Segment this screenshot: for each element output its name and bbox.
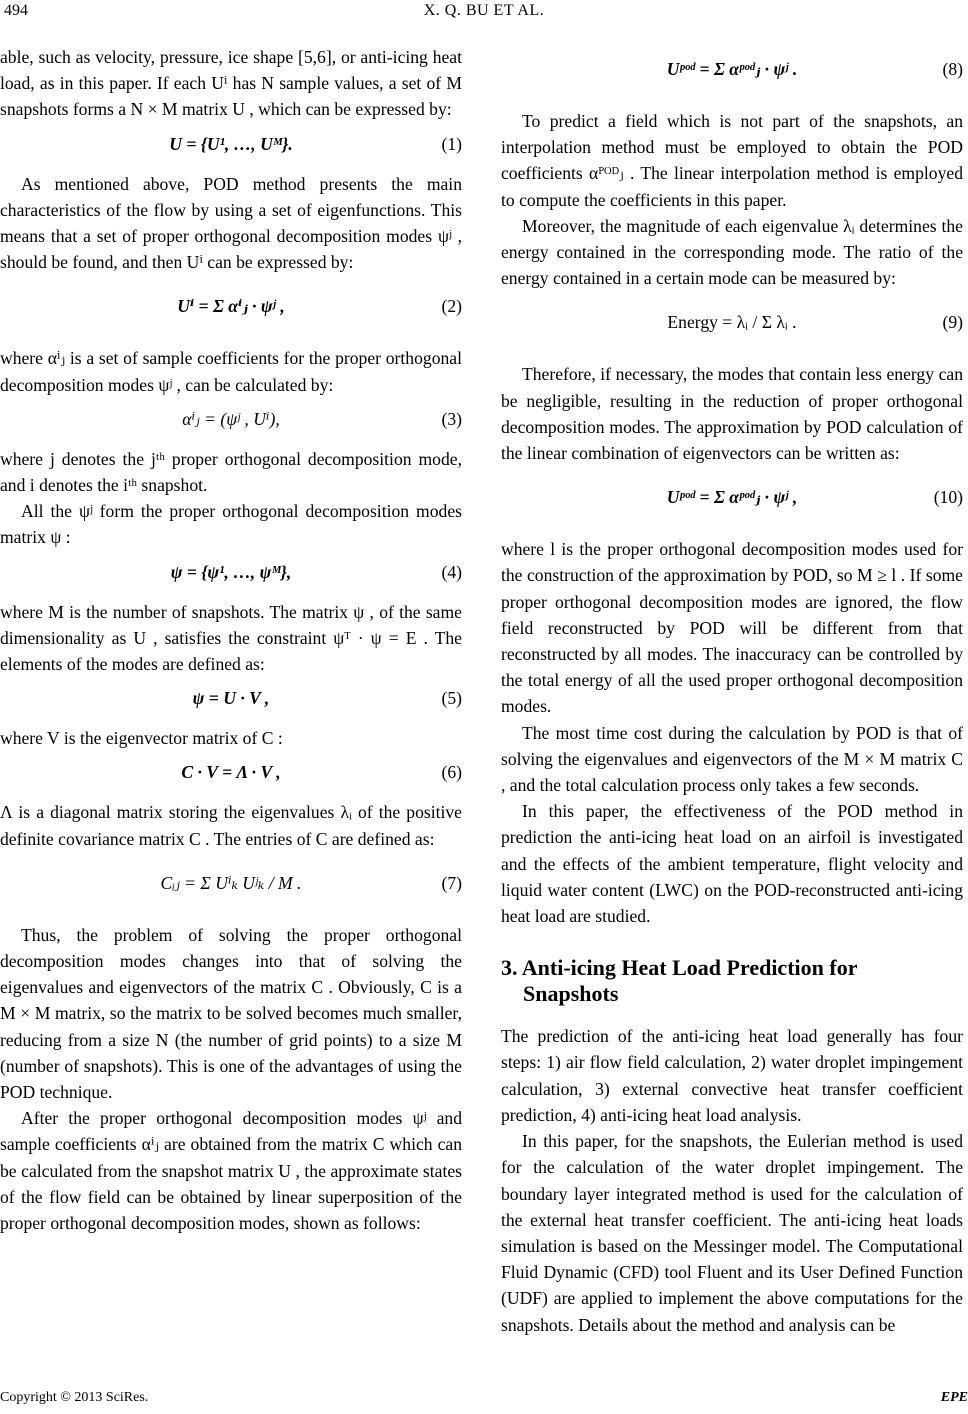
equation-number: (3) [441, 408, 462, 429]
equation-number: (1) [441, 133, 462, 154]
paragraph: where j denotes the jᵗʰ proper orthogonal decomposition mode, and i denotes the iᵗʰ snapshot. [0, 448, 462, 496]
equation-2 [0, 277, 462, 339]
paragraph: where V is the eigenvector matrix of C : [0, 728, 283, 749]
equation-expression: Uᵖᵒᵈ = Σ αᵖᵒᵈⱼ · ψʲ , [666, 487, 798, 508]
equation-7 [0, 854, 462, 916]
paragraph: where M is the number of snapshots. The matrix ψ , of the same dimensionality as U , satisfies the constraint ψᵀ · ψ = E . The elements of the modes are defined as: [0, 601, 462, 675]
equation-expression: Energy = λᵢ / Σ λᵢ . [667, 312, 797, 333]
equation-number: (10) [933, 487, 963, 508]
equation-number: (9) [942, 312, 963, 333]
equation-number: (7) [441, 872, 462, 893]
paragraph: Λ is a diagonal matrix storing the eigenvalues λᵢ of the positive definite covariance matrix C . The entries of C are defined as: [0, 802, 462, 849]
equation-10 [501, 468, 963, 530]
page-number: 494 [4, 2, 28, 19]
equation-expression: αⁱⱼ = (ψʲ , Uⁱ), [182, 408, 280, 429]
equation-4 [0, 553, 462, 593]
paragraph: In this paper, for the snapshots, the Eulerian method is used for the calculation of the water droplet impingement. The boundary layer integrated method is used for the calculation of the external heat transfer coefficient. The anti-icing heat loads simulation is based on the Messinger model. The Computational Fluid Dynamic (CFD) tool Fluent and its User Defined Function (UDF) are applied to implement the above computations for the snapshots. Details about the method and analysis can be [501, 1131, 963, 1335]
equation-number: (6) [441, 762, 462, 783]
paragraph: As mentioned above, POD method presents the main characteristics of the flow by using a set of eigenfunctions. This means that a set of proper orthogonal decomposition modes ψʲ , should be found, and then Uⁱ can be expressed by: [0, 173, 462, 273]
footer-journal: EPE [940, 1390, 968, 1405]
paragraph: Moreover, the magnitude of each eigenvalue λᵢ determines the energy contained in the corresponding mode. The ratio of the energy contained in a certain mode can be measured by: [501, 215, 963, 289]
equation-8 [501, 40, 963, 102]
paragraph: All the ψʲ form the proper orthogonal decomposition modes matrix ψ : [0, 501, 462, 548]
paragraph: Therefore, if necessary, the modes that contain less energy can be negligible, resulting in the reduction of proper orthogonal decomposition modes. The approximation by POD calculation of the linear combination of eigenvectors can be written as: [501, 364, 963, 464]
paragraph: where αⁱⱼ is a set of sample coefficients for the proper orthogonal decomposition modes ψʲ , can be calculated by: [0, 348, 462, 395]
right-column [501, 44, 963, 1338]
equation-number: (4) [441, 561, 462, 582]
equation-number: (2) [441, 296, 462, 317]
paragraph: able, such as velocity, pressure, ice shape [5,6], or anti-icing heat load, as in this paper. If each Uⁱ has N sample values, a set of M snapshots forms a N × M matrix U , which can be expressed by: [0, 47, 462, 120]
equation-expression: Cᵢⱼ = Σ Uⁱₖ Uʲₖ / M . [160, 872, 302, 893]
paragraph: Thus, the problem of solving the proper orthogonal decomposition modes changes into that of solving the eigenvalues and eigenvectors of the matrix C . Obviously, C is a M × M matrix, so the matrix to be solved becomes much smaller, reducing from a size N (the number of grid points) to a size M (number of snapshots). This is one of the advantages of using the POD technique. [0, 924, 462, 1103]
section-heading [501, 955, 963, 1007]
running-head: X. Q. BU ET AL. [423, 2, 545, 19]
equation-expression: ψ = {ψ¹, …, ψᴹ}, [170, 561, 292, 582]
paragraph: After the proper orthogonal decomposition modes ψʲ and sample coefficients αⁱⱼ are obtained from the matrix C which can be calculated from the snapshot matrix U , the approximate states of the flow field can be obtained by linear superposition of the proper orthogonal decomposition modes, shown as follows: [0, 1108, 462, 1234]
equation-1 [0, 125, 462, 165]
equation-5 [0, 679, 462, 719]
equation-expression: U = {U¹, …, Uᴹ}. [169, 133, 293, 154]
equation-expression: ψ = U · V , [192, 688, 270, 709]
section-heading-line1: 3. Anti-icing Heat Load Prediction for [501, 955, 858, 981]
equation-6 [0, 753, 462, 793]
paragraph: In this paper, the effectiveness of the POD method in prediction the anti-icing heat load on an airfoil is investigated and the effects of the ambient temperature, flight velocity and liquid water content (LWC) on the POD-reconstructed anti-icing heat load are studied. [501, 801, 963, 927]
equation-expression: C · V = Λ · V , [181, 762, 281, 783]
equation-number: (8) [942, 59, 963, 79]
footer-copyright: Copyright © 2013 SciRes. [0, 1390, 149, 1405]
paragraph: where l is the proper orthogonal decomposition modes used for the construction of the approximation by POD, so M ≥ l . If some proper orthogonal decomposition modes are ignored, the flow field reconstructed by POD will be different from that reconstructed by all modes. The inaccuracy can be controlled by the total energy of all the used proper orthogonal decomposition modes. [501, 539, 963, 717]
section-heading-line2: Snapshots [523, 981, 619, 1007]
paragraph: The most time cost during the calculation by POD is that of solving the eigenvalues and eigenvectors of the M × M matrix C , and the total calculation process only takes a few seconds. [501, 722, 963, 796]
equation-expression: Uⁱ = Σ αⁱⱼ · ψʲ , [177, 296, 285, 317]
equation-number: (5) [441, 688, 462, 709]
equation-3 [0, 400, 462, 440]
paragraph: The prediction of the anti-icing heat load generally has four steps: 1) air flow field calculation, 2) water droplet impingement calculation, 3) external convective heat transfer coefficient prediction, 4) anti-icing heat load analysis. [501, 1026, 963, 1125]
paragraph: To predict a field which is not part of the snapshots, an interpolation method must be employed to obtain the POD coefficients αᴾᴼᴰⱼ . The linear interpolation method is employed to compute the coefficients in this paper. [501, 111, 963, 210]
equation-9 [501, 293, 963, 355]
equation-expression: Uᵖᵒᵈ = Σ αᵖᵒᵈⱼ · ψʲ . [666, 59, 798, 79]
left-column [0, 44, 462, 1236]
